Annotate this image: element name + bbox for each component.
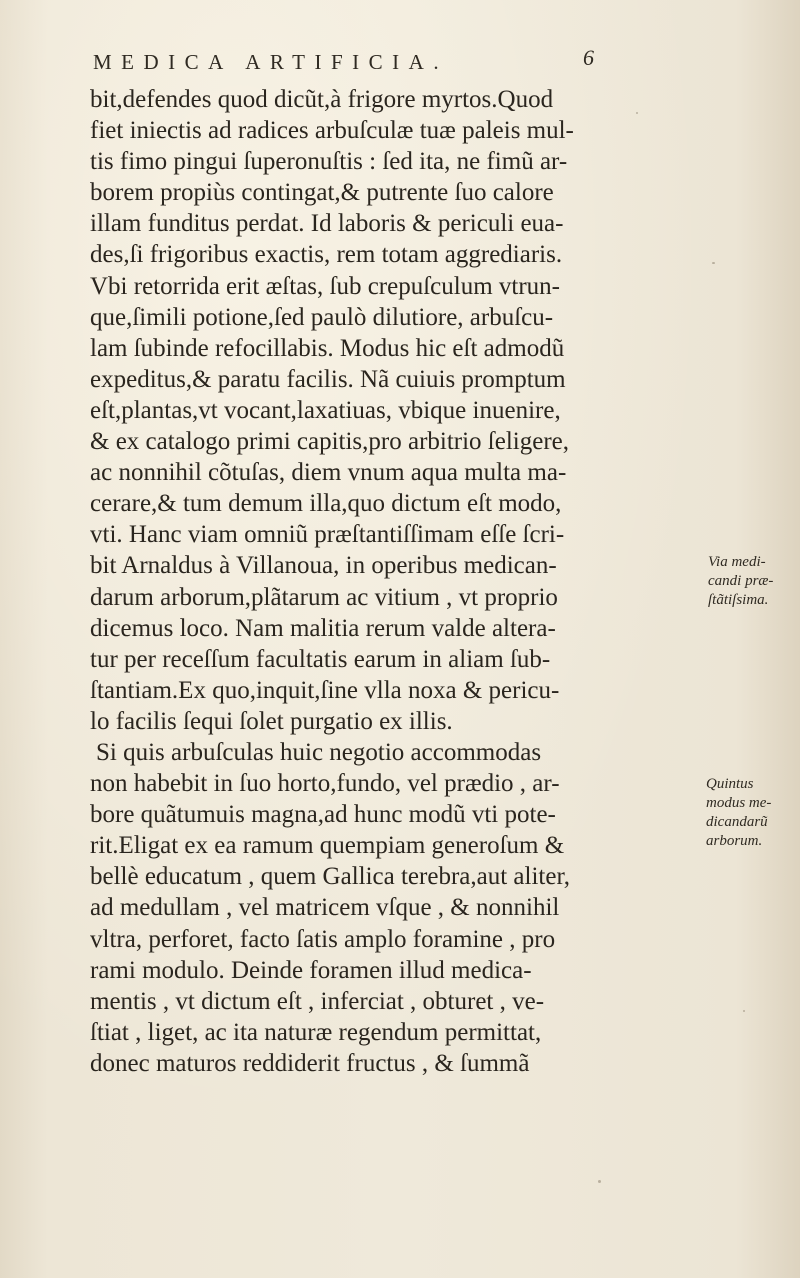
text-line: bit,defendes quod dicũt,à frigore myrtos.Quod bbox=[90, 86, 554, 113]
marginal-note-line: candi præ- bbox=[708, 573, 774, 589]
text-line: ac nonnihil cõtuſas, diem vnum aqua multa ma- bbox=[90, 459, 567, 487]
text-line: & ex catalogo primi capitis,pro arbitrio ſeligere, bbox=[90, 428, 570, 456]
text-line: donec maturos reddiderit fructus , & ſummã bbox=[90, 1049, 530, 1077]
paper-speck bbox=[598, 1180, 601, 1183]
text-line: rami modulo. Deinde foramen illud medica- bbox=[90, 956, 532, 984]
marginal-note bbox=[708, 553, 773, 610]
text-line: tur per receſſum facultatis earum in aliam ſub- bbox=[90, 645, 551, 673]
text-line: eſt,plantas,vt vocant,laxatiuas, vbique inuenire, bbox=[90, 396, 561, 424]
text-line: Si quis arbuſculas huic negotio accommodas bbox=[96, 738, 542, 766]
text-line: bore quãtumuis magna,ad hunc modũ vti pote- bbox=[90, 801, 556, 829]
text-line: expeditus,& paratu facilis. Nã cuiuis promptum bbox=[90, 365, 566, 393]
page-number: 6 bbox=[583, 45, 594, 70]
marginal-note-line: ſtãtiſsima. bbox=[708, 592, 769, 608]
text-line: darum arborum,plãtarum ac vitium , vt proprio bbox=[90, 583, 558, 611]
text-line: lam ſubinde refocillabis. Modus hic eſt admodũ bbox=[90, 334, 565, 362]
text-line: vltra, perforet, facto ſatis amplo foramine , pro bbox=[90, 925, 556, 953]
paper-speck bbox=[743, 1010, 745, 1012]
text-line: mentis , vt dictum eſt , inferciat , obturet , ve- bbox=[90, 987, 545, 1015]
text-line: cerare,& tum demum illa,quo dictum eſt modo, bbox=[90, 490, 562, 518]
marginal-note-line: arborum. bbox=[706, 833, 763, 849]
paper-speck bbox=[712, 262, 715, 264]
body-text bbox=[90, 84, 715, 1079]
text-line: lo facilis ſequi ſolet purgatio ex illis. bbox=[90, 707, 453, 735]
text-line: ſtiat , liget, ac ita naturæ regendum permittat, bbox=[90, 1018, 542, 1046]
running-head: MEDICA ARTIFICIA. bbox=[93, 50, 449, 74]
text-line: que,ſimili potione,ſed paulò dilutiore, arbuſcu- bbox=[90, 303, 554, 331]
text-line: ſtantiam.Ex quo,inquit,ſine vlla noxa & pericu- bbox=[90, 676, 560, 704]
marginal-note-line: dicandarũ bbox=[706, 814, 768, 830]
marginal-note-line: Via medi- bbox=[708, 554, 766, 570]
text-line: ad medullam , vel matricem vſque , & nonnihil bbox=[90, 894, 560, 922]
text-line: non habebit in ſuo horto,fundo, vel prædio , ar- bbox=[90, 770, 560, 798]
text-line: bit Arnaldus à Villanoua, in operibus medican- bbox=[90, 552, 557, 580]
text-line: borem propiùs contingat,& putrente ſuo calore bbox=[90, 179, 554, 207]
text-line: Vbi retorrida erit æſtas, ſub crepuſculum vtrun- bbox=[90, 272, 561, 300]
marginal-note-line: Quintus bbox=[706, 776, 754, 792]
marginal-note bbox=[706, 775, 771, 851]
paper-speck bbox=[636, 112, 638, 114]
text-line: fiet iniectis ad radices arbuſculæ tuæ paleis mul- bbox=[90, 117, 574, 145]
text-line: tis fimo pingui ſuperonuſtis : ſed ita, ne fimũ ar- bbox=[90, 148, 568, 176]
text-line: illam funditus perdat. Id laboris & periculi eua- bbox=[90, 210, 564, 238]
text-line: bellè educatum , quem Gallica terebra,aut aliter, bbox=[90, 863, 571, 891]
text-line: dicemus loco. Nam malitia rerum valde altera- bbox=[90, 614, 556, 642]
text-line: vti. Hanc viam omniũ præſtantiſſimam eſſe ſcri- bbox=[90, 521, 565, 549]
text-line: rit.Eligat ex ea ramum quempiam generoſum & bbox=[90, 832, 565, 860]
marginal-note-line: modus me- bbox=[706, 795, 772, 811]
text-line: des,ſi frigoribus exactis, rem totam aggrediaris. bbox=[90, 241, 563, 269]
